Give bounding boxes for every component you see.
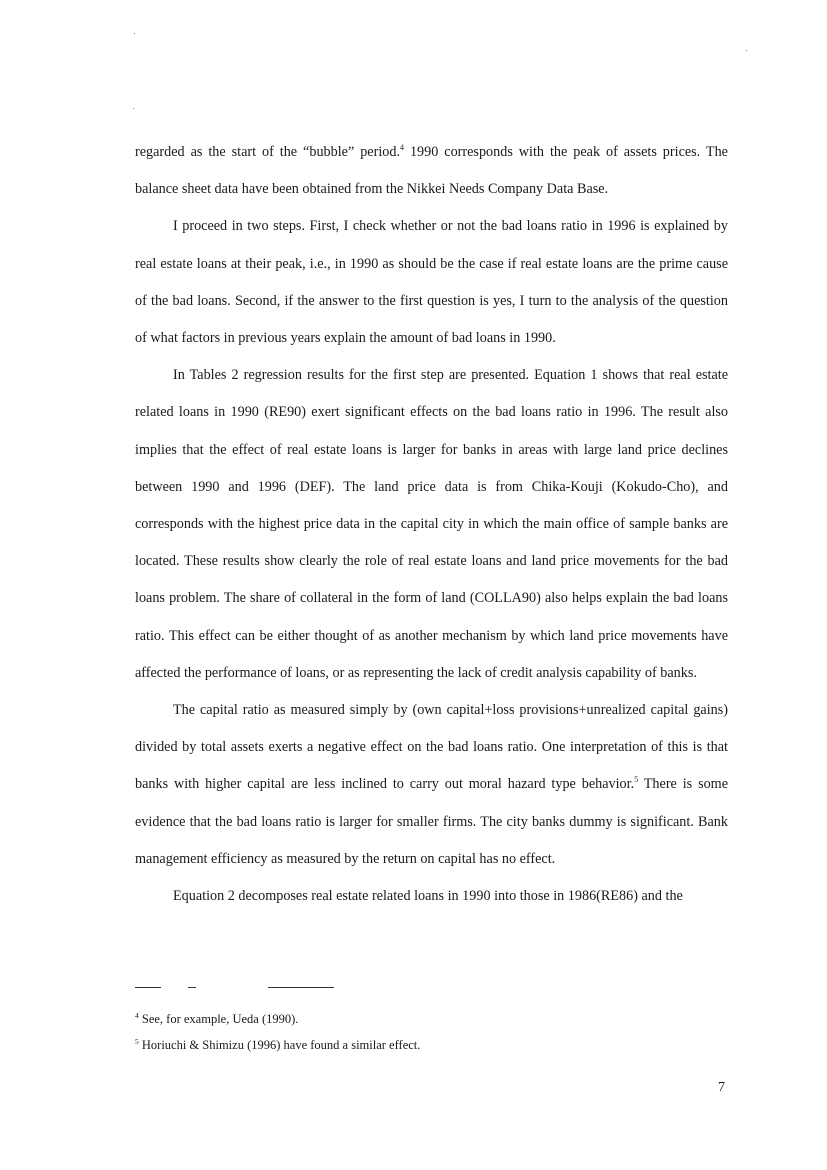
footnote-rule — [268, 987, 334, 988]
footnote-5: $^5$ Horiuchi & Shimizu (1996) have found a similar effect. — [135, 1037, 421, 1052]
scan-speck — [134, 33, 135, 34]
paragraph-3: In Tables 2 regression results for the first step are presented. Equation 1 shows that real estate related loans in 1990 (RE90) exert significant effects on the bad loans ratio in 1996. The result also implies that the effect of real estate loans is larger for banks in areas with large land price declines between 1990 and 1996 (DEF). The land price data is from Chika-Kouji (Kokudo-Cho), and corresponds with the highest price data in the capital city in which the main office of sample banks are located. These results show clearly the role of real estate loans and land price movements for the bad loans problem. The share of collateral in the form of land (COLLA90) also helps explain the bad loans ratio. This effect can be either thought of as another mechanism by which land price movements have affected the performance of loans, or as representing the lack of credit analysis capability of banks. — [135, 367, 728, 681]
footnote-ref-4: 4 — [400, 143, 405, 152]
paragraph-4: The capital ratio as measured simply by (own capital+loss provisions+unrealized capital gains) divided by total assets exerts a negative effect on the bad loans ratio. One interpretation of this is that banks with higher capital are less inclined to carry out moral hazard type behavior.$^5$ There is some evidence that the bad loans ratio is larger for smaller firms. The city banks dummy is significant. Bank management efficiency as measured by the return on capital has no effect. — [135, 702, 729, 867]
scan-speck — [133, 108, 134, 109]
footnote-rule — [135, 987, 161, 988]
footnote-rule — [188, 987, 196, 988]
paragraph-1: regarded as the start of the “bubble” period.$^4$ 1990 corresponds with the peak of assets prices. The balance sheet data have been obtained from the Nikkei Needs Company Data Base. — [135, 143, 728, 198]
footnote-4: $^4$ See, for example, Ueda (1990). — [135, 1011, 299, 1026]
footnotes — [135, 1006, 728, 1058]
footnote-ref-5: 5 — [634, 775, 639, 785]
paragraph-5: Equation 2 decomposes real estate related loans in 1990 into those in 1986(RE86) and the — [173, 888, 683, 905]
scan-speck — [746, 50, 747, 51]
body-text — [135, 134, 728, 915]
page-number: 7 — [718, 1080, 725, 1095]
paragraph-2: I proceed in two steps. First, I check whether or not the bad loans ratio in 1996 is explained by real estate loans at their peak, i.e., in 1990 as should be the case if real estate loans are the prime cause of the bad loans. Second, if the answer to the first question is yes, I turn to the analysis of the question of what factors in previous years explain the amount of bad loans in 1990. — [135, 218, 728, 347]
